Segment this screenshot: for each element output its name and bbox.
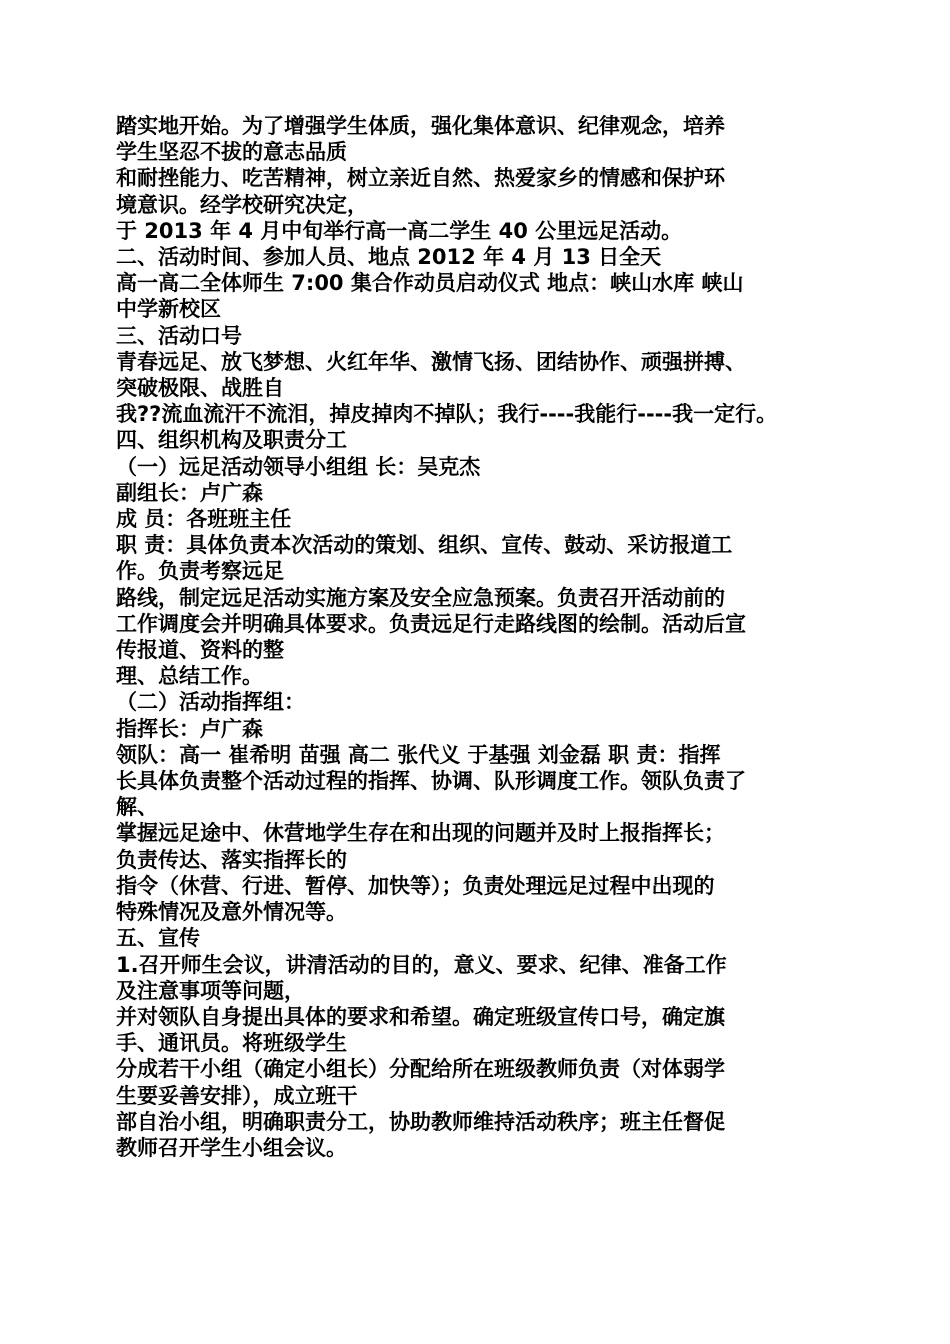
text-line: 和耐挫能力、吃苦精神，树立亲近自然、热爱家乡的情感和保护环 [116, 166, 725, 191]
text-line: 学生坚忍不拔的意志品质 [116, 140, 347, 165]
text-line: 解、 [116, 795, 158, 820]
text-line: 高一高二全体师生 7:00 集合作动员启动仪式 地点：峡山水库 峡山 [116, 271, 744, 296]
text-line: （二）活动指挥组： [116, 690, 305, 715]
text-line: 成 员：各班班主任 [116, 507, 292, 532]
text-line: 工作调度会并明确具体要求。负责远足行走路线图的绘制。活动后宣 [116, 611, 746, 636]
text-line: 分成若干小组（确定小组长）分配给所在班级教师负责（对体弱学 [116, 1057, 725, 1082]
text-line: 领队：高一 崔希明 苗强 高二 张代义 于基强 刘金磊 职 责：指挥 [116, 742, 721, 767]
text-line: 指令（休营、行进、暂停、加快等）；负责处理远足过程中出现的 [116, 873, 715, 898]
text-line: 四、组织机构及职责分工 [116, 428, 347, 453]
text-line: 指挥长：卢广森 [116, 716, 263, 741]
text-line: 手、通讯员。将班级学生 [116, 1031, 347, 1056]
text-line: 理、总结工作。 [116, 664, 263, 689]
document-body [116, 113, 846, 1161]
text-line: 长具体负责整个活动过程的指挥、协调、队形调度工作。领队负责了 [116, 769, 746, 794]
text-line: 教师召开学生小组会议。 [116, 1135, 347, 1160]
text-line: 副组长：卢广森 [116, 480, 263, 505]
text-line: 部自治小组，明确职责分工，协助教师维持活动秩序；班主任督促 [116, 1109, 725, 1134]
text-line: 踏实地开始。为了增强学生体质，强化集体意识、纪律观念，培养 [116, 114, 725, 138]
text-line: 传报道、资料的整 [116, 638, 284, 663]
text-line: 路线，制定远足活动实施方案及安全应急预案。负责召开活动前的 [116, 585, 725, 610]
text-line: 我??流血流汗不流泪，掉皮掉肉不掉队；我行----我能行----我一定行。 [116, 402, 778, 427]
text-line: 生要妥善安排），成立班干 [116, 1083, 358, 1108]
text-line: （一）远足活动领导小组组 长：吴克杰 [116, 454, 481, 479]
text-line: 作。负责考察远足 [116, 559, 284, 584]
text-line: 职 责：具体负责本次活动的策划、组织、宣传、鼓动、采访报道工 [116, 533, 733, 558]
text-line: 青春远足、放飞梦想、火红年华、激情飞扬、团结协作、顽强拼搏、 [116, 349, 746, 374]
text-line: 境意识。经学校研究决定， [116, 192, 368, 217]
text-line: 于 2013 年 4 月中旬举行高一高二学生 40 公里远足活动。 [116, 218, 683, 243]
text-line: 五、宣传 [116, 926, 200, 951]
text-line: 突破极限、战胜自 [116, 376, 284, 401]
text-line: 负责传达、落实指挥长的 [116, 847, 347, 872]
text-line: 掌握远足途中、休营地学生存在和出现的问题并及时上报指挥长； [116, 821, 725, 846]
text-line: 并对领队自身提出具体的要求和希望。确定班级宣传口号，确定旗 [116, 1004, 725, 1029]
text-line: 中学新校区 [116, 297, 221, 322]
text-line: 及注意事项等问题， [116, 978, 305, 1003]
text-line: 三、活动口号 [116, 323, 242, 348]
text-line: 二、活动时间、参加人员、地点 2012 年 4 月 13 日全天 [116, 245, 662, 270]
text-line: 1.召开师生会议，讲清活动的目的，意义、要求、纪律、准备工作 [116, 952, 727, 977]
text-line: 特殊情况及意外情况等。 [116, 900, 347, 925]
